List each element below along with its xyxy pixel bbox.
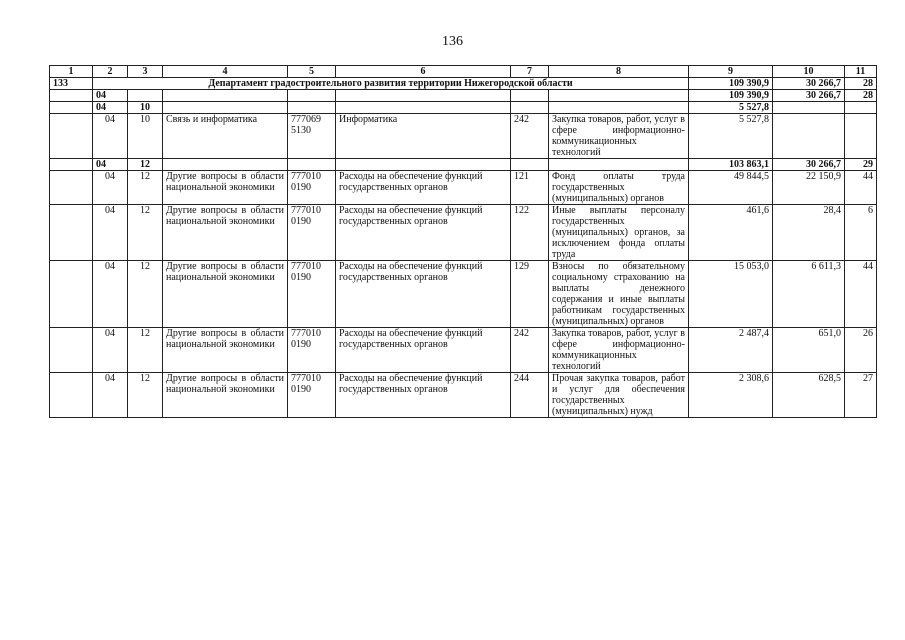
expense-type-code: 242: [511, 114, 549, 159]
subsection-row: [50, 102, 877, 114]
amount-col10: 30 266,7: [773, 90, 845, 102]
subsection-code: 12: [128, 171, 163, 205]
target-article: 777010 0190: [288, 171, 336, 205]
subsection-row: [50, 159, 877, 171]
subsection-code: 12: [128, 373, 163, 418]
expense-type-code: 244: [511, 373, 549, 418]
subsection-name: Другие вопросы в области национальной экономики: [163, 373, 288, 418]
target-article: 777010 0190: [288, 373, 336, 418]
table-row: [50, 114, 877, 159]
amount-col10: 30 266,7: [773, 159, 845, 171]
header-row: [50, 66, 877, 78]
expense-type-name: Закупка товаров, работ, услуг в сфере информационно-коммуникационных технологий: [549, 114, 689, 159]
percent-col11: 26: [845, 328, 877, 373]
expense-type-name: Взносы по обязательному социальному страхованию на выплаты денежного содержания и иные выплаты работникам государственных (муниципальных) органов: [549, 261, 689, 328]
amount-col9: 5 527,8: [689, 114, 773, 159]
article-name: Расходы на обеспечение функций государственных органов: [336, 171, 511, 205]
header-cell: 2: [93, 66, 128, 78]
header-cell: 10: [773, 66, 845, 78]
article-name: Расходы на обеспечение функций государственных органов: [336, 205, 511, 261]
table-row: [50, 328, 877, 373]
section-code: 04: [93, 90, 128, 102]
target-article: 777010 0190: [288, 328, 336, 373]
amount-col9: 461,6: [689, 205, 773, 261]
section-code: 04: [93, 373, 128, 418]
amount-col9: 2 487,4: [689, 328, 773, 373]
amount-col9: 15 053,0: [689, 261, 773, 328]
article-name: Информатика: [336, 114, 511, 159]
expense-type-name: Иные выплаты персоналу государственных (муниципальных) органов, за исключением фонда оплаты труда: [549, 205, 689, 261]
amount-col10: 28,4: [773, 205, 845, 261]
header-cell: 1: [50, 66, 93, 78]
amount-col10: 22 150,9: [773, 171, 845, 205]
header-cell: 3: [128, 66, 163, 78]
expense-type-code: 242: [511, 328, 549, 373]
expense-type-name: Прочая закупка товаров, работ и услуг для обеспечения государственных (муниципальных) нужд: [549, 373, 689, 418]
amount-col9: 103 863,1: [689, 159, 773, 171]
section-code: 04: [93, 328, 128, 373]
amount-col10: 651,0: [773, 328, 845, 373]
subsection-name: Другие вопросы в области национальной экономики: [163, 205, 288, 261]
percent-col11: [845, 114, 877, 159]
amount-col9: 49 844,5: [689, 171, 773, 205]
amount-col9: 109 390,9: [689, 90, 773, 102]
expense-type-code: 121: [511, 171, 549, 205]
subsection-code: 12: [128, 261, 163, 328]
percent-col11: 44: [845, 261, 877, 328]
section-code: 04: [93, 171, 128, 205]
subsection-code: 10: [128, 102, 163, 114]
header-cell: 6: [336, 66, 511, 78]
expense-type-name: Фонд оплаты труда государственных (муниципальных) органов: [549, 171, 689, 205]
amount-col10: [773, 114, 845, 159]
target-article: 777069 5130: [288, 114, 336, 159]
expense-type-name: Закупка товаров, работ, услуг в сфере информационно-коммуникационных технологий: [549, 328, 689, 373]
expense-type-code: 122: [511, 205, 549, 261]
department-code: 133: [50, 78, 93, 90]
section-code: 04: [93, 205, 128, 261]
expense-type-code: 129: [511, 261, 549, 328]
budget-table: [49, 65, 877, 418]
subsection-name: Другие вопросы в области национальной экономики: [163, 261, 288, 328]
header-cell: 4: [163, 66, 288, 78]
section-code: 04: [93, 114, 128, 159]
table-row: [50, 205, 877, 261]
department-title: Департамент градостроительного развития территории Нижегородской области: [93, 78, 689, 90]
table-row: [50, 261, 877, 328]
article-name: Расходы на обеспечение функций государственных органов: [336, 373, 511, 418]
percent-col11: 29: [845, 159, 877, 171]
percent-col11: 28: [845, 90, 877, 102]
amount-col9: 109 390,9: [689, 78, 773, 90]
percent-col11: 44: [845, 171, 877, 205]
subsection-code: 12: [128, 159, 163, 171]
percent-col11: 27: [845, 373, 877, 418]
amount-col10: 30 266,7: [773, 78, 845, 90]
target-article: 777010 0190: [288, 205, 336, 261]
article-name: Расходы на обеспечение функций государственных органов: [336, 328, 511, 373]
amount-col9: 2 308,6: [689, 373, 773, 418]
amount-col10: 6 611,3: [773, 261, 845, 328]
table-row: [50, 171, 877, 205]
header-cell: 9: [689, 66, 773, 78]
page-number: 136: [442, 34, 463, 49]
department-row: [50, 78, 877, 90]
article-name: Расходы на обеспечение функций государственных органов: [336, 261, 511, 328]
subsection-name: Другие вопросы в области национальной экономики: [163, 171, 288, 205]
section-row: [50, 90, 877, 102]
section-code: 04: [93, 102, 128, 114]
percent-col11: 6: [845, 205, 877, 261]
header-cell: 7: [511, 66, 549, 78]
section-code: 04: [93, 261, 128, 328]
section-code: 04: [93, 159, 128, 171]
subsection-code: 12: [128, 328, 163, 373]
amount-col10: 628,5: [773, 373, 845, 418]
subsection-name: Связь и информатика: [163, 114, 288, 159]
subsection-code: 12: [128, 205, 163, 261]
header-cell: 5: [288, 66, 336, 78]
percent-col11: 28: [845, 78, 877, 90]
table-row: [50, 373, 877, 418]
subsection-code: 10: [128, 114, 163, 159]
target-article: 777010 0190: [288, 261, 336, 328]
header-cell: 11: [845, 66, 877, 78]
header-cell: 8: [549, 66, 689, 78]
amount-col9: 5 527,8: [689, 102, 773, 114]
subsection-name: Другие вопросы в области национальной экономики: [163, 328, 288, 373]
